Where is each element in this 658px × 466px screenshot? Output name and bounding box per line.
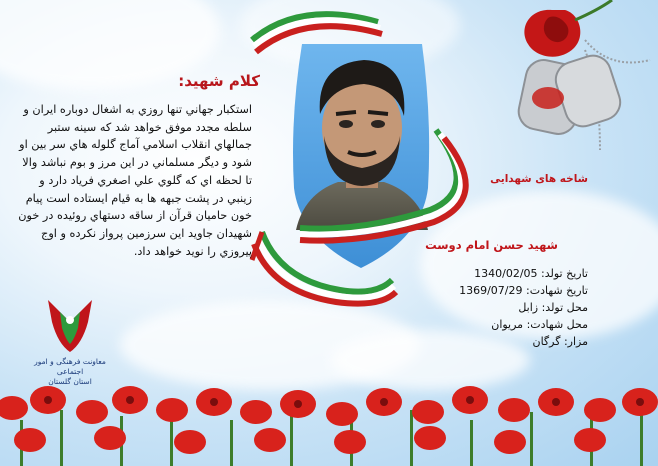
martyr-words-text: استکبار جهاني تنها روزي به اشغال دوباره ايران و سلطه مجدد موفق خواهد شد که سينه ستبر جمالهاي انقلاب اسلامي آماج گلوله هاي سر بين او شود و ديگر مسلماني در اين مرز و بوم نباشد والا تا لحظه اي که گلوي علي اصغري فرياد دارد و زينبي در پشت جبهه ها به قيام ايستاده است پيام خون حاميان قرآن از ساقه دستهاي روئيده در خون شهيدان جاويد اين سرزمين پرواز نکرده و اوج پيروزي را نويد خواهد داد. bbox=[18, 103, 252, 258]
shrine: مزار: گرگان bbox=[532, 335, 588, 348]
foundation-logo bbox=[38, 292, 102, 356]
branch-label: شاخه های شهدایی bbox=[490, 173, 588, 185]
martyr-words-title: کلام شهید: bbox=[178, 72, 260, 90]
poppy-flowers bbox=[0, 380, 658, 466]
org-line-1: معاونت فرهنگی و امور اجتماعی bbox=[34, 357, 106, 376]
martyrdom-date: تاریخ شهادت: 1369/07/29 bbox=[459, 284, 588, 297]
martyrdom-place: محل شهادت: مریوان bbox=[491, 318, 588, 331]
birth-date: تاریخ تولد: 1340/02/05 bbox=[474, 267, 588, 280]
martyr-name: شهید حسن امام دوست bbox=[425, 238, 558, 252]
birth-place: محل تولد: زابل bbox=[518, 301, 588, 314]
org-line-2: استان گلستان bbox=[48, 377, 92, 386]
martyr-info bbox=[448, 265, 588, 350]
